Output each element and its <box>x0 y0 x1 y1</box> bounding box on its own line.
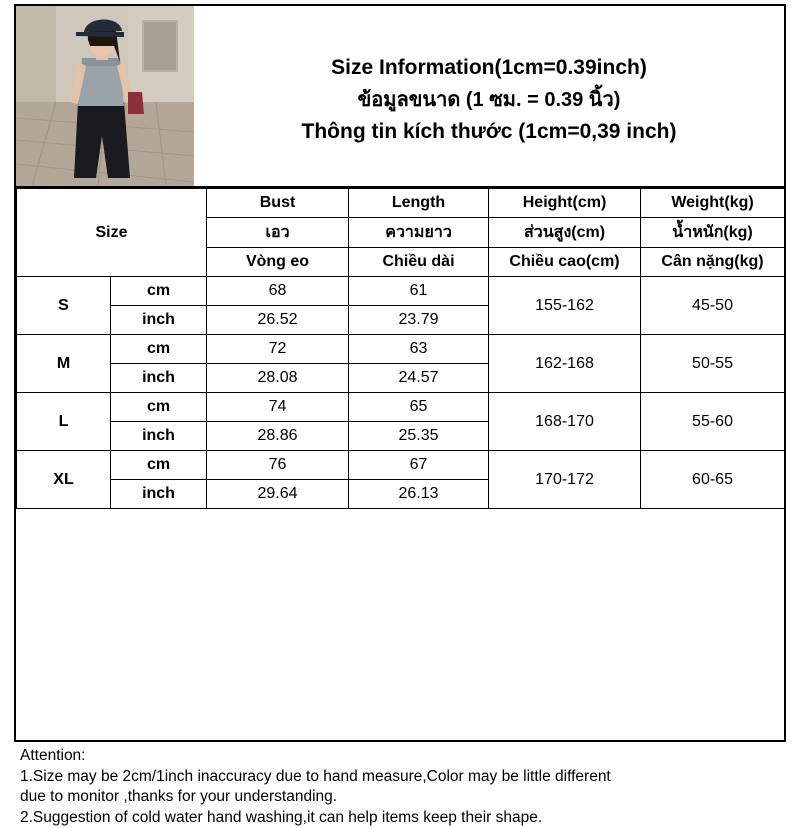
length-cm-xl: 67 <box>349 451 489 480</box>
size-label-s: S <box>17 277 111 335</box>
attention-line-3: 2.Suggestion of cold water hand washing,it can help items keep their shape. <box>20 808 543 826</box>
height-l: 168-170 <box>489 393 641 451</box>
unit-inch: inch <box>111 364 207 393</box>
title-vi: Thông tin kích thước (1cm=0,39 inch) <box>301 119 677 143</box>
table-row <box>17 451 785 480</box>
header-bust-th: เอว <box>207 218 349 248</box>
unit-inch: inch <box>111 480 207 509</box>
bust-inch-l: 28.86 <box>207 422 349 451</box>
attention-block <box>14 742 786 828</box>
size-label-l: L <box>17 393 111 451</box>
header-height-th: ส่วนสูง(cm) <box>489 218 641 248</box>
weight-s: 45-50 <box>641 277 785 335</box>
length-cm-l: 65 <box>349 393 489 422</box>
header-length-vi: Chiều dài <box>349 248 489 277</box>
weight-l: 55-60 <box>641 393 785 451</box>
height-s: 155-162 <box>489 277 641 335</box>
attention-heading: Attention: <box>20 747 86 764</box>
header-size-label: Size <box>17 189 207 277</box>
weight-xl: 60-65 <box>641 451 785 509</box>
unit-cm: cm <box>111 335 207 364</box>
length-inch-xl: 26.13 <box>349 480 489 509</box>
length-inch-s: 23.79 <box>349 306 489 335</box>
size-label-m: M <box>17 335 111 393</box>
unit-cm: cm <box>111 277 207 306</box>
unit-inch: inch <box>111 306 207 335</box>
attention-line-2: due to monitor ,thanks for your understanding. <box>20 788 338 806</box>
attention-line-1: 1.Size may be 2cm/1inch inaccuracy due to hand measure,Color may be little different <box>20 767 611 785</box>
header-bust-vi: Vòng eo <box>207 248 349 277</box>
bust-inch-m: 28.08 <box>207 364 349 393</box>
table-header-row-en <box>17 189 785 218</box>
size-chart-sheet <box>14 4 786 742</box>
length-cm-s: 61 <box>349 277 489 306</box>
bust-cm-xl: 76 <box>207 451 349 480</box>
bust-inch-s: 26.52 <box>207 306 349 335</box>
size-label-xl: XL <box>17 451 111 509</box>
length-cm-m: 63 <box>349 335 489 364</box>
weight-m: 50-55 <box>641 335 785 393</box>
bust-cm-s: 68 <box>207 277 349 306</box>
length-inch-m: 24.57 <box>349 364 489 393</box>
header-length-en: Length <box>349 189 489 218</box>
table-row <box>17 277 785 306</box>
unit-cm: cm <box>111 393 207 422</box>
size-table <box>16 188 785 509</box>
header-height-vi: Chiều cao(cm) <box>489 248 641 277</box>
bust-inch-xl: 29.64 <box>207 480 349 509</box>
table-row <box>17 393 785 422</box>
header-weight-en: Weight(kg) <box>641 189 785 218</box>
title-th: ข้อมูลขนาด (1 ซม. = 0.39 นิ้ว) <box>357 88 621 111</box>
unit-inch: inch <box>111 422 207 451</box>
height-xl: 170-172 <box>489 451 641 509</box>
bust-cm-l: 74 <box>207 393 349 422</box>
chart-header <box>16 6 784 188</box>
header-length-th: ความยาว <box>349 218 489 248</box>
table-row <box>17 335 785 364</box>
header-height-en: Height(cm) <box>489 189 641 218</box>
bust-cm-m: 72 <box>207 335 349 364</box>
length-inch-l: 25.35 <box>349 422 489 451</box>
model-photo <box>16 6 194 186</box>
height-m: 162-168 <box>489 335 641 393</box>
header-weight-th: น้ำหนัก(kg) <box>641 218 785 248</box>
header-title-block <box>194 6 784 186</box>
header-weight-vi: Cân nặng(kg) <box>641 248 785 277</box>
unit-cm: cm <box>111 451 207 480</box>
title-en: Size Information(1cm=0.39inch) <box>331 56 647 80</box>
header-bust-en: Bust <box>207 189 349 218</box>
